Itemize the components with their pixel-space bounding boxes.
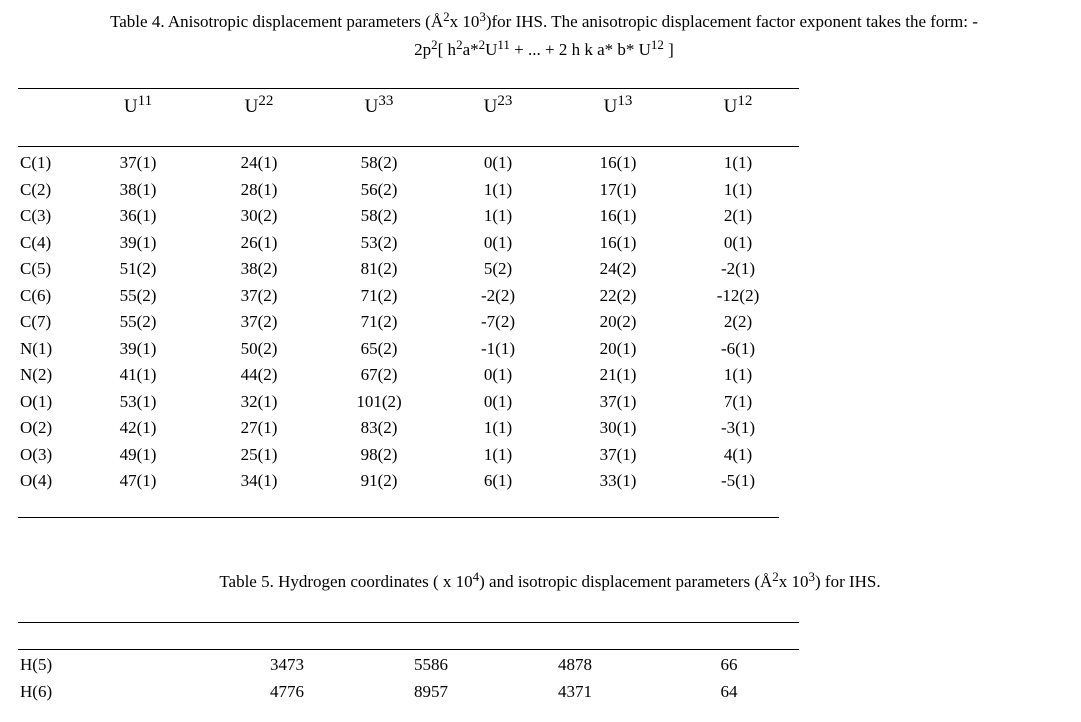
caption-sup: 3: [808, 569, 816, 584]
table-cell: 64: [720, 682, 738, 701]
caption-text: ) and isotropic displacement parameters (Å: [479, 572, 773, 591]
table-cell: 24(2): [599, 259, 637, 278]
table-cell: 32(1): [240, 391, 278, 411]
table-cell: -3(1): [721, 418, 755, 437]
atom-label: C(6): [20, 285, 52, 305]
table4-caption-line1: [12, 8, 1076, 36]
table-cell: 17(1): [599, 179, 637, 199]
table-cell: 39(1): [119, 232, 157, 252]
table-cell: 4878: [558, 655, 592, 674]
header-base: U: [603, 96, 618, 117]
header-sup: 22: [258, 93, 274, 109]
table-cell: 1(1): [483, 206, 513, 225]
table-cell: 0(1): [483, 153, 513, 172]
caption-text: + ... + 2 h k a* b* U: [509, 40, 651, 59]
header-base: U: [723, 96, 738, 117]
caption-sup: 2: [443, 9, 450, 24]
caption-sup: 2: [478, 37, 486, 52]
table5-header-rule: [18, 649, 799, 650]
table-cell: 0(1): [723, 232, 753, 252]
table-cell: 81(2): [360, 259, 398, 278]
table-row: [0, 180, 820, 207]
caption-text: Table 4. Anisotropic displacement parameters (Å: [110, 12, 444, 31]
header-sup: 33: [378, 93, 394, 109]
column-header-u22: [219, 93, 299, 118]
atom-label: C(5): [20, 259, 52, 278]
table5-top-rule: [18, 622, 799, 623]
table-cell: 1(1): [483, 418, 513, 437]
column-header-u11: [98, 93, 178, 118]
atom-label: C(3): [20, 206, 52, 225]
table-row: [0, 682, 820, 708]
caption-sup: 11: [497, 37, 510, 52]
table-cell: 5(2): [483, 259, 513, 278]
table-cell: 83(2): [360, 418, 398, 437]
caption-text: a*: [462, 40, 479, 59]
table-cell: 101(2): [356, 391, 402, 411]
table-cell: 39(1): [119, 338, 157, 358]
table-row: [0, 339, 820, 366]
table-cell: 42(1): [119, 418, 157, 437]
atom-label: N(2): [20, 365, 53, 384]
header-base: U: [483, 96, 498, 117]
table-cell: 51(2): [119, 259, 157, 278]
table-cell: 44(2): [240, 365, 278, 384]
table-cell: 56(2): [360, 179, 398, 199]
table-row: [0, 445, 820, 472]
table-cell: 47(1): [119, 471, 157, 490]
table-cell: 37(2): [240, 312, 278, 331]
table-cell: 4(1): [723, 444, 753, 464]
table-cell: 26(1): [240, 232, 278, 252]
table-cell: 20(1): [599, 338, 637, 358]
table-cell: 28(1): [240, 179, 278, 199]
table-row: [0, 259, 820, 286]
table-cell: 55(2): [119, 312, 157, 331]
table-cell: 34(1): [240, 471, 278, 490]
atom-label: C(7): [20, 312, 52, 331]
table-cell: 53(1): [119, 391, 157, 411]
table-cell: 1(1): [723, 153, 753, 172]
table-row: [0, 286, 820, 313]
atom-label: N(1): [20, 338, 53, 358]
caption-sup: 3: [479, 9, 486, 24]
header-sup: 13: [617, 93, 633, 109]
table-cell: 36(1): [119, 206, 157, 225]
table-row: [0, 365, 820, 392]
table4-top-rule: [18, 88, 799, 89]
table-cell: 8957: [414, 682, 448, 701]
table-cell: 2(2): [723, 312, 753, 331]
caption-text: U: [485, 40, 498, 59]
caption-text: x 10: [778, 572, 809, 591]
column-header-u33: [339, 93, 419, 118]
atom-label: O(1): [20, 391, 53, 411]
table-cell: 41(1): [119, 365, 157, 384]
table-cell: 65(2): [360, 338, 398, 358]
table-cell: -6(1): [721, 338, 755, 358]
table-cell: 58(2): [360, 206, 398, 225]
table-cell: 30(2): [240, 206, 278, 225]
caption-text: 2p: [414, 40, 432, 59]
table-row: [0, 471, 820, 498]
table-cell: 0(1): [483, 391, 513, 411]
table-cell: 7(1): [723, 391, 753, 411]
table-cell: 50(2): [240, 338, 278, 358]
atom-label: O(4): [20, 471, 53, 490]
table-cell: 71(2): [360, 312, 398, 331]
atom-label: C(1): [20, 153, 52, 172]
column-header-u12: [698, 93, 778, 118]
table-row: [0, 418, 820, 445]
table4-bottom-rule: [18, 517, 779, 518]
table-cell: 1(1): [723, 365, 753, 384]
table-cell: 1(1): [483, 444, 513, 464]
table-cell: 30(1): [599, 418, 637, 437]
table-cell: 37(1): [599, 444, 637, 464]
table-cell: 4371: [558, 682, 592, 701]
table-cell: 2(1): [723, 206, 753, 225]
table4-caption: [12, 8, 1076, 64]
table-cell: 3473: [270, 655, 304, 674]
table-cell: 6(1): [483, 471, 513, 490]
caption-text: )for IHS. The anisotropic displacement factor exponent takes the form: -: [485, 12, 978, 31]
table-cell: 1(1): [723, 179, 753, 199]
table-cell: -12(2): [716, 285, 760, 305]
table-cell: 21(1): [599, 365, 637, 384]
caption-sup: 2: [456, 37, 463, 52]
caption-text: ]: [663, 40, 674, 59]
caption-sup: 2: [772, 569, 779, 584]
table5-caption: [0, 569, 1081, 592]
table-row: [0, 233, 820, 260]
table-cell: 67(2): [360, 365, 398, 384]
table4-caption-line2: [12, 36, 1076, 64]
table-cell: 27(1): [240, 418, 278, 437]
table-cell: 0(1): [483, 232, 513, 252]
table-cell: 20(2): [599, 312, 637, 331]
table-cell: 55(2): [119, 285, 157, 305]
table-cell: 58(2): [360, 153, 398, 172]
table-cell: 91(2): [360, 471, 398, 490]
column-header-u13: [578, 93, 658, 118]
atom-label: O(3): [20, 444, 53, 464]
table-cell: 38(1): [119, 179, 157, 199]
caption-sup: 12: [650, 37, 664, 52]
table-row: [0, 392, 820, 419]
atom-label: H(6): [20, 682, 53, 701]
header-base: U: [244, 96, 259, 117]
table-cell: -2(2): [481, 285, 515, 305]
caption-text: [ h: [437, 40, 457, 59]
table-cell: 38(2): [240, 259, 278, 278]
table-cell: 24(1): [240, 153, 278, 172]
header-sup: 23: [497, 93, 513, 109]
caption-text: ) for IHS.: [815, 572, 881, 591]
header-sup: 11: [137, 93, 153, 109]
caption-text: Table 5. Hydrogen coordinates ( x 10: [219, 572, 473, 591]
header-sup: 12: [737, 93, 753, 109]
header-base: U: [123, 96, 138, 117]
table-cell: 71(2): [360, 285, 398, 305]
header-base: U: [364, 96, 379, 117]
table-cell: 98(2): [360, 444, 398, 464]
table-row: [0, 153, 820, 180]
table-cell: 53(2): [360, 232, 398, 252]
table-cell: 25(1): [240, 444, 278, 464]
table-cell: 37(2): [240, 285, 278, 305]
table-cell: 49(1): [119, 444, 157, 464]
table-cell: 1(1): [483, 179, 513, 199]
table-cell: 66: [720, 655, 738, 674]
table-cell: 4776: [270, 682, 304, 701]
table-cell: 16(1): [599, 232, 637, 252]
table-cell: -7(2): [481, 312, 515, 331]
atom-label: H(5): [20, 655, 53, 674]
atom-label: C(2): [20, 179, 52, 199]
table-cell: -5(1): [721, 471, 755, 490]
table-cell: 0(1): [483, 365, 513, 384]
table-cell: 16(1): [599, 153, 637, 172]
table-cell: -2(1): [721, 259, 755, 278]
table-row: [0, 655, 820, 681]
column-header-u23: [458, 93, 538, 118]
atom-label: C(4): [20, 232, 52, 252]
table-cell: 22(2): [599, 285, 637, 305]
atom-label: O(2): [20, 418, 53, 437]
caption-text: x 10: [449, 12, 480, 31]
table4-header-rule: [18, 146, 799, 147]
table-cell: 16(1): [599, 206, 637, 225]
table-cell: 37(1): [119, 153, 157, 172]
table-row: [0, 312, 820, 339]
caption-sup: 2: [431, 37, 438, 52]
table-row: [0, 206, 820, 233]
table-cell: 5586: [414, 655, 448, 674]
table-cell: 37(1): [599, 391, 637, 411]
caption-sup: 4: [472, 569, 480, 584]
table-cell: -1(1): [481, 338, 515, 358]
table-cell: 33(1): [599, 471, 637, 490]
